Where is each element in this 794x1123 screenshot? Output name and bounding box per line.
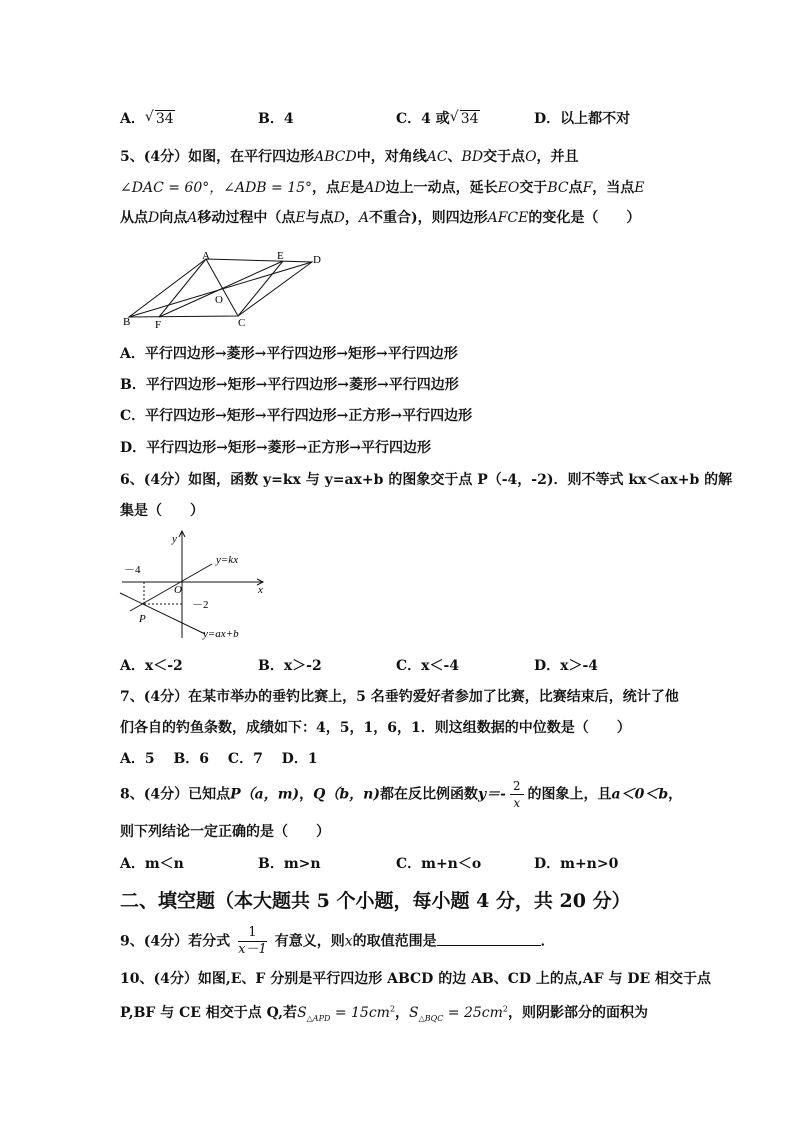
q5-option-a: A．平行四边形→菱形→平行四边形→矩形→平行四边形 [120,346,458,362]
q6-option-a: A．x＜-2 [120,658,183,674]
q4-option-a [120,108,175,128]
text: 9、(4分）若分式 [120,933,231,950]
fraction-denominator: x－1 [238,942,267,957]
text: 向点 [159,210,188,226]
q6-line-1: 6、(4分）如图，函数 y=kx 与 y=ax+b 的图象交于点 P（-4，-2)．则不等式 kx＜ax+b 的解 [120,472,733,488]
q7-line-1: 7、(4分）在某市举办的垂钓比赛上，5 名垂钓爱好者参加了比赛，比赛结束后，统计了他 [120,689,679,705]
q4-option-b: B．4 [258,111,294,127]
math-superscript: 2 [502,1004,509,1014]
math: D [148,210,160,226]
math: F [582,180,593,196]
q6-option-c: C．x＜-4 [396,658,460,674]
text: 从点 [120,210,148,226]
math: = 15cm [330,1005,390,1021]
math-subscript: △BQC [418,1013,444,1023]
text: P,BF 与 CE 相交于点 Q,若 [120,1005,298,1021]
label-B: B [123,316,131,328]
math-superscript: 2 [389,1004,396,1014]
math: P（a，m) [230,786,300,803]
math: x [344,933,353,950]
math: = 25cm [443,1005,503,1021]
text: ，当点 [592,180,635,196]
q5-option-d: D．平行四边形→矩形→菱形→正方形→平行四边形 [120,440,432,456]
q4-option-c-label: C．4 或 [396,111,450,127]
math: AD [364,180,386,196]
math: ABCD [314,149,357,165]
label-O: O [215,294,223,306]
math: ∠DAC = 60°，∠ADB = 15° [120,180,313,196]
text: ，并且 [536,149,579,165]
math: D [333,210,345,226]
text: ， [395,1005,410,1021]
diagonal-ac [206,259,238,316]
text: ， [668,786,683,803]
math: a＜0＜b [611,786,669,803]
q5-line-3 [120,207,640,227]
text: 的取值范围是 [352,933,437,950]
q4-option-a-radicand: 34 [155,111,174,127]
label-neg2: －2 [192,599,209,611]
q10-line-2 [120,1002,648,1023]
label-C: C [238,317,246,329]
math: A [187,210,198,226]
text: 边上一动点，延长 [385,180,498,196]
fraction-1-over-x-minus-1 [238,925,267,958]
q8-option-a: A．m＜n [120,856,184,872]
q8-option-b: B．m>n [258,856,321,872]
math-subscript: △APD [306,1013,331,1023]
q8-option-c: C．m+n＜o [396,856,482,872]
text: 5、(4分）如图，在平行四边形 [120,149,315,165]
text: ，则阴影部分的面积为 [508,1005,649,1021]
text: 都在反比例函数 [379,786,478,803]
math: S [297,1005,307,1021]
label-y-ax-b: y=ax+b [203,628,239,640]
text: ，点 [312,180,341,196]
section-2-title: 二、填空题（本大题共 5 个小题，每小题 4 分，共 20 分） [120,890,631,912]
q8-option-d: D．m+n>0 [534,856,619,872]
text: 有意义，则 [274,933,345,950]
text: 点 [568,180,583,196]
text: 不重合)，则四边形 [368,210,488,226]
math: S [409,1005,419,1021]
text: 移动过程中（点 [197,210,296,226]
math: BC [547,180,569,196]
q5-line-2 [120,177,645,197]
text: 的图象上，且 [527,786,612,803]
label-E: E [277,250,284,262]
q8-line-2: 则下列结论一定正确的是（ ） [120,824,330,840]
math: O [525,149,537,165]
q5-option-c: C．平行四边形→矩形→平行四边形→正方形→平行四边形 [120,408,473,424]
text: 交于点 [483,149,526,165]
q10-line-1: 10、(4分）如图,E、F 分别是平行四边形 ABCD 的边 AB、CD 上的点,AF 与 DE 相交于点 [120,971,712,987]
label-y: y [172,533,177,545]
q8-line-1 [120,778,682,811]
q6-option-d: D．x＞-4 [534,658,599,674]
math: y＝- [477,786,506,803]
q4-option-c [396,108,480,128]
label-P: P [139,613,146,625]
label-neg4: －4 [124,564,141,576]
sqrt-symbol: √ 34 [144,109,174,127]
q5-option-b: B．平行四边形→矩形→平行四边形→菱形→平行四边形 [120,377,459,393]
q4-option-c-radicand: 34 [460,111,479,127]
fraction-2-over-x [510,778,524,811]
math: BD [461,149,484,165]
fraction-denominator: x [513,796,521,810]
text: ， [299,786,314,803]
math: EO [497,180,520,196]
q6-option-b: B．x＞-2 [258,658,322,674]
text: 是 [350,180,365,196]
q6-line-2: 集是（ ） [120,503,204,519]
text: 交于 [519,180,548,196]
text: 的变化是（ ） [528,210,641,226]
text: 、 [447,149,462,165]
math: Q（b，n) [313,786,380,803]
q5-line-1 [120,146,579,166]
math: AFCE [487,210,529,226]
answer-blank[interactable] [437,933,541,946]
q4-option-d: D．以上都不对 [534,111,631,127]
label-y-kx: y=kx [216,554,239,566]
math: E [634,180,645,196]
math: AC [426,149,448,165]
q9-line [120,925,555,958]
q6-function-graph [112,526,282,644]
math: E [295,210,306,226]
text: 中，对角线 [356,149,427,165]
sqrt-symbol: √ 34 [449,109,479,127]
label-F: F [155,319,162,330]
math: A [358,210,369,226]
q4-option-a-label: A． [120,111,145,127]
fraction-numerator: 2 [510,778,524,795]
segment-af [159,259,206,317]
q7-options: A．5 B．6 C．7 D．1 [120,751,318,767]
label-O: O [174,584,182,596]
text: ． [540,933,555,950]
q7-line-2: 们各自的钓鱼条数，成绩如下：4，5，1，6，1．则这组数据的中位数是（ ） [120,720,631,736]
label-x: x [258,584,263,596]
math: E [340,180,351,196]
segment-ef [159,261,283,317]
text: 与点 [305,210,334,226]
text: ， [344,210,359,226]
label-A: A [202,250,210,262]
text: 8、(4分）已知点 [120,786,231,803]
fraction-numerator: 1 [238,925,267,942]
q5-parallelogram-figure [115,248,335,330]
label-D: D [313,254,321,266]
